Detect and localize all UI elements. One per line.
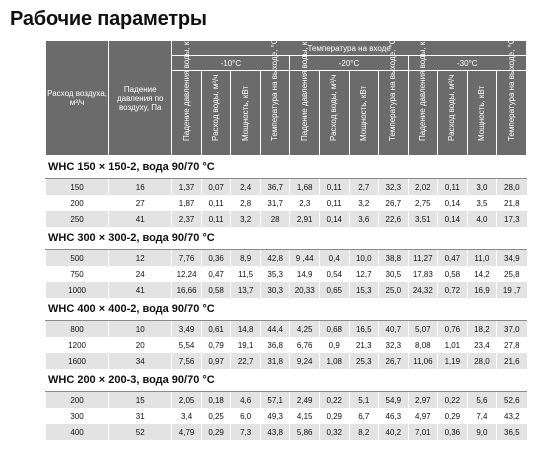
table-cell: 15,3 (349, 282, 379, 298)
table-cell: 42,8 (260, 250, 290, 267)
table-cell: 2,75 (408, 195, 438, 211)
header-temp-minus20: -20°С (290, 56, 408, 71)
table-cell: 0,25 (201, 408, 231, 424)
table-cell: 25,0 (379, 282, 409, 298)
subheader-label: Мощность, кВт (240, 85, 250, 141)
table-row (46, 179, 527, 196)
table-cell: 26,7 (379, 195, 409, 211)
subheader-cell (201, 71, 231, 156)
table-cell: 2,37 (172, 211, 202, 227)
table-cell: 0,72 (438, 282, 468, 298)
table-cell: 6,76 (290, 337, 320, 353)
table-cell: 800 (46, 321, 109, 338)
table-cell: 14,9 (290, 266, 320, 282)
table-cell: 3,51 (408, 211, 438, 227)
table-cell: 35,3 (260, 266, 290, 282)
table-cell: 0,07 (201, 179, 231, 196)
table-cell: 3,4 (172, 408, 202, 424)
table-cell: 1,08 (319, 353, 349, 369)
table-cell: 14,8 (231, 321, 261, 338)
group-title: WHC 300 × 300-2, вода 90/70 °C (46, 227, 527, 250)
table-cell: 0,47 (438, 250, 468, 267)
table-cell: 3,2 (349, 195, 379, 211)
table-cell: 1,01 (438, 337, 468, 353)
table-cell: 28,0 (497, 179, 527, 196)
table-cell: 0,11 (201, 211, 231, 227)
table-cell: 0,32 (319, 424, 349, 440)
page-title: Рабочие параметры (10, 8, 207, 30)
table-cell: 54,9 (379, 392, 409, 409)
table-cell: 40,7 (379, 321, 409, 338)
table-cell: 16,5 (349, 321, 379, 338)
table-cell: 0,11 (319, 195, 349, 211)
table-cell: 0,11 (201, 195, 231, 211)
table-cell: 24,32 (408, 282, 438, 298)
table-cell: 28,0 (467, 353, 497, 369)
table-cell: 12,24 (172, 266, 202, 282)
table-cell: 9,0 (467, 424, 497, 440)
table-cell: 16,66 (172, 282, 202, 298)
table-cell: 34 (109, 353, 172, 369)
table-cell: 0,36 (201, 250, 231, 267)
table-cell: 13,7 (231, 282, 261, 298)
table-cell: 36,7 (260, 179, 290, 196)
table-cell: 27,8 (497, 337, 527, 353)
table-cell: 1,37 (172, 179, 202, 196)
table-row (46, 211, 527, 227)
table-cell: 26,7 (379, 353, 409, 369)
table-cell: 0,36 (438, 424, 468, 440)
table-cell: 52 (109, 424, 172, 440)
subheader-label: Падение давления воды, кПа (181, 31, 191, 141)
table-cell: 4,0 (467, 211, 497, 227)
table-cell: 22,6 (379, 211, 409, 227)
table-cell: 2,05 (172, 392, 202, 409)
table-cell: 0,14 (438, 195, 468, 211)
table-cell: 17,83 (408, 266, 438, 282)
table-row (46, 195, 527, 211)
subheader-cell (408, 31, 438, 156)
table-cell: 21,8 (497, 195, 527, 211)
table-row (46, 266, 527, 282)
table-cell: 4,25 (290, 321, 320, 338)
table-cell: 0,29 (319, 408, 349, 424)
table-cell: 46,3 (379, 408, 409, 424)
table-cell: 3,49 (172, 321, 202, 338)
table-cell: 52,6 (497, 392, 527, 409)
table-cell: 37,0 (497, 321, 527, 338)
table-cell: 2,02 (408, 179, 438, 196)
table-cell: 8,08 (408, 337, 438, 353)
table-cell: 150 (46, 179, 109, 196)
table-cell: 5,6 (467, 392, 497, 409)
table-cell: 2,91 (290, 211, 320, 227)
table-cell: 2,7 (349, 179, 379, 196)
table-cell: 49,3 (260, 408, 290, 424)
table-cell: 14,2 (467, 266, 497, 282)
table-cell: 8,9 (231, 250, 261, 267)
table-cell: 500 (46, 250, 109, 267)
group-title: WHC 150 × 150-2, вода 90/70 °C (46, 156, 527, 179)
table-cell: 300 (46, 408, 109, 424)
table-cell: 0,22 (319, 392, 349, 409)
subheader-cell (438, 71, 468, 156)
table-cell: 5,86 (290, 424, 320, 440)
subheader-cell (231, 71, 261, 156)
table-row (46, 321, 527, 338)
table-cell: 36,8 (260, 337, 290, 353)
table-cell: 19 ,7 (497, 282, 527, 298)
table-row (46, 408, 527, 424)
group-row (46, 298, 527, 321)
table-cell: 0,18 (201, 392, 231, 409)
table-cell: 750 (46, 266, 109, 282)
table-cell: 24 (109, 266, 172, 282)
table-cell: 3,6 (349, 211, 379, 227)
table-cell: 1000 (46, 282, 109, 298)
table-cell: 9,24 (290, 353, 320, 369)
parameters-table (45, 31, 527, 440)
table-row (46, 250, 527, 267)
subheader-cell (349, 71, 379, 156)
table-cell: 32,3 (379, 179, 409, 196)
subheader-label: Расход воды, м³/ч (329, 74, 339, 141)
subheader-cell (379, 38, 409, 156)
table-cell: 0,54 (319, 266, 349, 282)
table-cell: 0,76 (438, 321, 468, 338)
table-cell: 200 (46, 195, 109, 211)
header-air-flow: Расход воздуха, м³/ч (46, 41, 109, 156)
table-cell: 0,97 (201, 353, 231, 369)
table-cell: 22,7 (231, 353, 261, 369)
table-row (46, 392, 527, 409)
subheader-label: Мощность, кВт (476, 85, 486, 141)
table-cell: 7,56 (172, 353, 202, 369)
header-inlet-temperature: Температура на входе (172, 41, 527, 56)
table-cell: 5,07 (408, 321, 438, 338)
table-cell: 4,97 (408, 408, 438, 424)
table-cell: 1,87 (172, 195, 202, 211)
table-cell: 41 (109, 282, 172, 298)
table-cell: 7,4 (467, 408, 497, 424)
table-cell: 2,49 (290, 392, 320, 409)
table-cell: 31 (109, 408, 172, 424)
table-cell: 1,68 (290, 179, 320, 196)
table-cell: 31,8 (260, 353, 290, 369)
table-cell: 0,58 (438, 266, 468, 282)
table-cell: 18,2 (467, 321, 497, 338)
table-cell: 1,19 (438, 353, 468, 369)
subheader-cell (467, 71, 497, 156)
table-cell: 250 (46, 211, 109, 227)
table-cell: 16 (109, 179, 172, 196)
subheader-label: Температура на выходе, °С (506, 38, 516, 141)
table-cell: 3,2 (231, 211, 261, 227)
table-cell: 11,06 (408, 353, 438, 369)
table-cell: 43,8 (260, 424, 290, 440)
table-cell: 20 (109, 337, 172, 353)
table-cell: 31,7 (260, 195, 290, 211)
table-cell: 0,11 (319, 179, 349, 196)
table-cell: 12 (109, 250, 172, 267)
table-cell: 5,1 (349, 392, 379, 409)
subheader-label: Температура на выходе, °С (388, 38, 398, 141)
group-title: WHC 200 × 200-3, вода 90/70 °C (46, 369, 527, 392)
table-cell: 21,3 (349, 337, 379, 353)
table-cell: 6,7 (349, 408, 379, 424)
table-cell: 2,97 (408, 392, 438, 409)
table-row (46, 353, 527, 369)
table-row (46, 282, 527, 298)
table-cell: 0,65 (319, 282, 349, 298)
table-cell: 43,2 (497, 408, 527, 424)
subheader-label: Расход воды, м³/ч (211, 74, 221, 141)
table-cell: 0,14 (438, 211, 468, 227)
subheader-cell (497, 38, 527, 156)
subheader-cell (319, 71, 349, 156)
table-cell: 17,3 (497, 211, 527, 227)
table-cell: 32,3 (379, 337, 409, 353)
table-cell: 2,8 (231, 195, 261, 211)
table-cell: 0,9 (319, 337, 349, 353)
subheader-cell (290, 31, 320, 156)
table-cell: 0,14 (319, 211, 349, 227)
subheader-cell (260, 38, 290, 156)
table-cell: 0,61 (201, 321, 231, 338)
table-cell: 1600 (46, 353, 109, 369)
header-temp-minus10: -10°С (172, 56, 290, 71)
table-cell: 2,4 (231, 179, 261, 196)
table-cell: 25,8 (497, 266, 527, 282)
table-cell: 25,3 (349, 353, 379, 369)
group-row (46, 369, 527, 392)
table-cell: 9 ,44 (290, 250, 320, 267)
table-cell: 10,0 (349, 250, 379, 267)
subheader-label: Температура на выходе, °С (270, 38, 280, 141)
table-cell: 28 (260, 211, 290, 227)
table-cell: 400 (46, 424, 109, 440)
header-air-pressure-drop: Падение давления по воздуху, Па (109, 41, 172, 156)
table-cell: 1200 (46, 337, 109, 353)
table-cell: 0,11 (438, 179, 468, 196)
table-cell: 27 (109, 195, 172, 211)
subheader-label: Падение давления воды, кПа (417, 31, 427, 141)
table-cell: 30,5 (379, 266, 409, 282)
subheader-label: Расход воды, м³/ч (447, 74, 457, 141)
table-cell: 5,54 (172, 337, 202, 353)
group-row (46, 227, 527, 250)
table-cell: 36,5 (497, 424, 527, 440)
table-cell: 8,2 (349, 424, 379, 440)
table-cell: 4,79 (172, 424, 202, 440)
table-cell: 0,68 (319, 321, 349, 338)
parameters-table-wrap (45, 31, 527, 440)
group-row (46, 156, 527, 179)
table-cell: 30,3 (260, 282, 290, 298)
table-cell: 0,58 (201, 282, 231, 298)
table-row (46, 424, 527, 440)
table-cell: 16,9 (467, 282, 497, 298)
table-cell: 44,4 (260, 321, 290, 338)
table-row (46, 337, 527, 353)
table-cell: 0,79 (201, 337, 231, 353)
table-body (46, 156, 527, 441)
subheader-cell (172, 31, 202, 156)
table-cell: 6,0 (231, 408, 261, 424)
table-cell: 4,15 (290, 408, 320, 424)
table-cell: 11,0 (467, 250, 497, 267)
table-cell: 40,2 (379, 424, 409, 440)
table-cell: 10 (109, 321, 172, 338)
table-cell: 0,29 (201, 424, 231, 440)
table-cell: 21,6 (497, 353, 527, 369)
table-cell: 20,33 (290, 282, 320, 298)
table-cell: 0,47 (201, 266, 231, 282)
table-cell: 7,3 (231, 424, 261, 440)
table-cell: 34,9 (497, 250, 527, 267)
table-cell: 3,5 (467, 195, 497, 211)
table-cell: 200 (46, 392, 109, 409)
table-cell: 0,4 (319, 250, 349, 267)
table-cell: 2,3 (290, 195, 320, 211)
table-cell: 38,8 (379, 250, 409, 267)
table-header (46, 31, 527, 156)
header-temp-minus30: -30°С (408, 56, 526, 71)
table-cell: 7,76 (172, 250, 202, 267)
subheader-label: Падение давления воды, кПа (299, 31, 309, 141)
table-cell: 11,27 (408, 250, 438, 267)
table-cell: 4,6 (231, 392, 261, 409)
table-cell: 7,01 (408, 424, 438, 440)
table-cell: 3,0 (467, 179, 497, 196)
table-cell: 19,1 (231, 337, 261, 353)
table-cell: 0,22 (438, 392, 468, 409)
table-cell: 11,5 (231, 266, 261, 282)
table-cell: 12,7 (349, 266, 379, 282)
group-title: WHC 400 × 400-2, вода 90/70 °C (46, 298, 527, 321)
subheader-label: Мощность, кВт (358, 85, 368, 141)
table-cell: 41 (109, 211, 172, 227)
table-cell: 23,4 (467, 337, 497, 353)
table-cell: 15 (109, 392, 172, 409)
table-cell: 57,1 (260, 392, 290, 409)
table-cell: 0,29 (438, 408, 468, 424)
